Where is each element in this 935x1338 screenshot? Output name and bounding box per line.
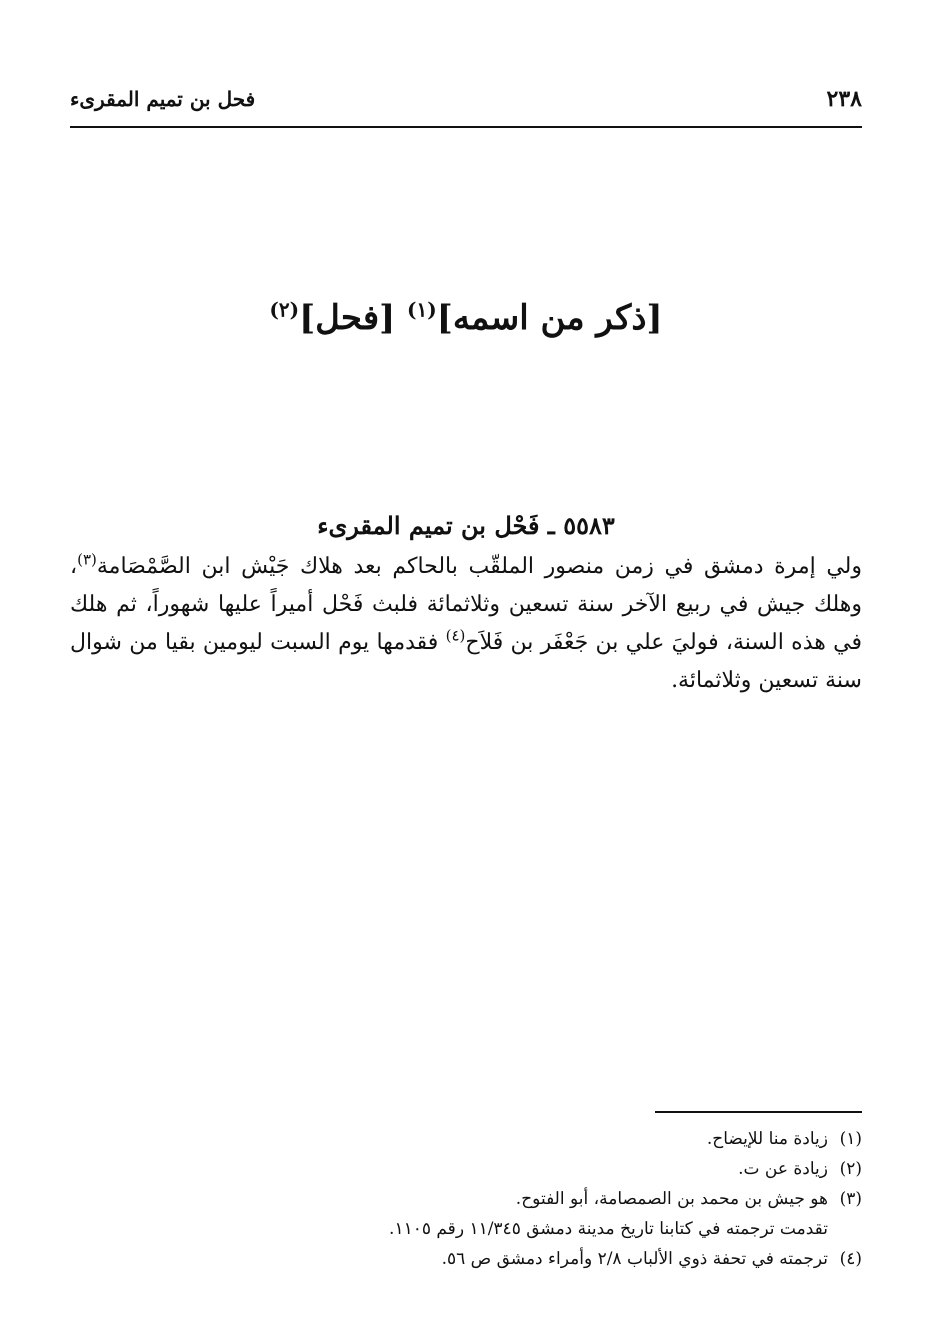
footnote-ref-3: (٣) (77, 550, 97, 569)
entry-paragraph (70, 548, 862, 700)
entry-title: ٥٥٨٣ ـ فَحْل بن تميم المقرىء (317, 511, 615, 540)
footnote-marker: (٤) (839, 1249, 862, 1269)
footnote-marker: (١) (839, 1129, 862, 1149)
footnote-ref-4: (٤) (445, 626, 466, 645)
footnote-ref-1: (١) (407, 297, 437, 322)
paragraph-part-2: ، وهلك جيش في ربيع الآخر سنة تسعين وثلاثمائة فلبث فَحْل أميراً عليها شهوراً، ثم هلك في هذه السنة، فوليَ علي بن جَعْفَر بن فَلاَح (70, 554, 862, 655)
section-heading (70, 288, 862, 348)
footnote-item (70, 1154, 862, 1184)
footnote-continuation (70, 1214, 862, 1244)
footnote-text: تقدمت ترجمته في كتابنا تاريخ مدينة دمشق ١١/٣٤٥ رقم ١١٠٥. (389, 1219, 828, 1239)
header-divider (70, 126, 862, 128)
footnote-marker: (٢) (839, 1159, 862, 1179)
page-header (70, 82, 862, 118)
running-head: فحل بن تميم المقرىء (70, 87, 256, 111)
footnote-item (70, 1184, 862, 1214)
paragraph-part-1: ولي إمرة دمشق في زمن منصور الملقّب بالحاكم بعد هلاك جَيْش ابن الصَّمْصَامة (96, 554, 862, 579)
footnote-item (70, 1124, 862, 1154)
paragraph-part-3: فقدمها يوم السبت ليومين بقيا من شوال سنة تسعين وثلاثمائة. (70, 630, 862, 693)
footnote-text: زيادة عن ت. (738, 1159, 828, 1179)
section-heading-text: [ذكر من اسمه] (436, 298, 663, 338)
footnote-marker: (٣) (839, 1189, 862, 1209)
footnote-text: هو جيش بن محمد بن الصمصامة، أبو الفتوح. (515, 1189, 828, 1209)
footnote-ref-2: (٢) (269, 297, 300, 322)
footnote-text: زيادة منا للإيضاح. (706, 1129, 828, 1149)
footnotes (70, 1124, 862, 1274)
footnote-item (70, 1244, 862, 1274)
footnote-text: ترجمته في تحفة ذوي الألباب ٢/٨ وأمراء دمشق ص ٥٦. (441, 1249, 828, 1269)
footnote-divider (655, 1111, 862, 1113)
page-number: ٢٣٨ (826, 86, 862, 112)
section-heading-name: [فحل] (299, 298, 396, 338)
